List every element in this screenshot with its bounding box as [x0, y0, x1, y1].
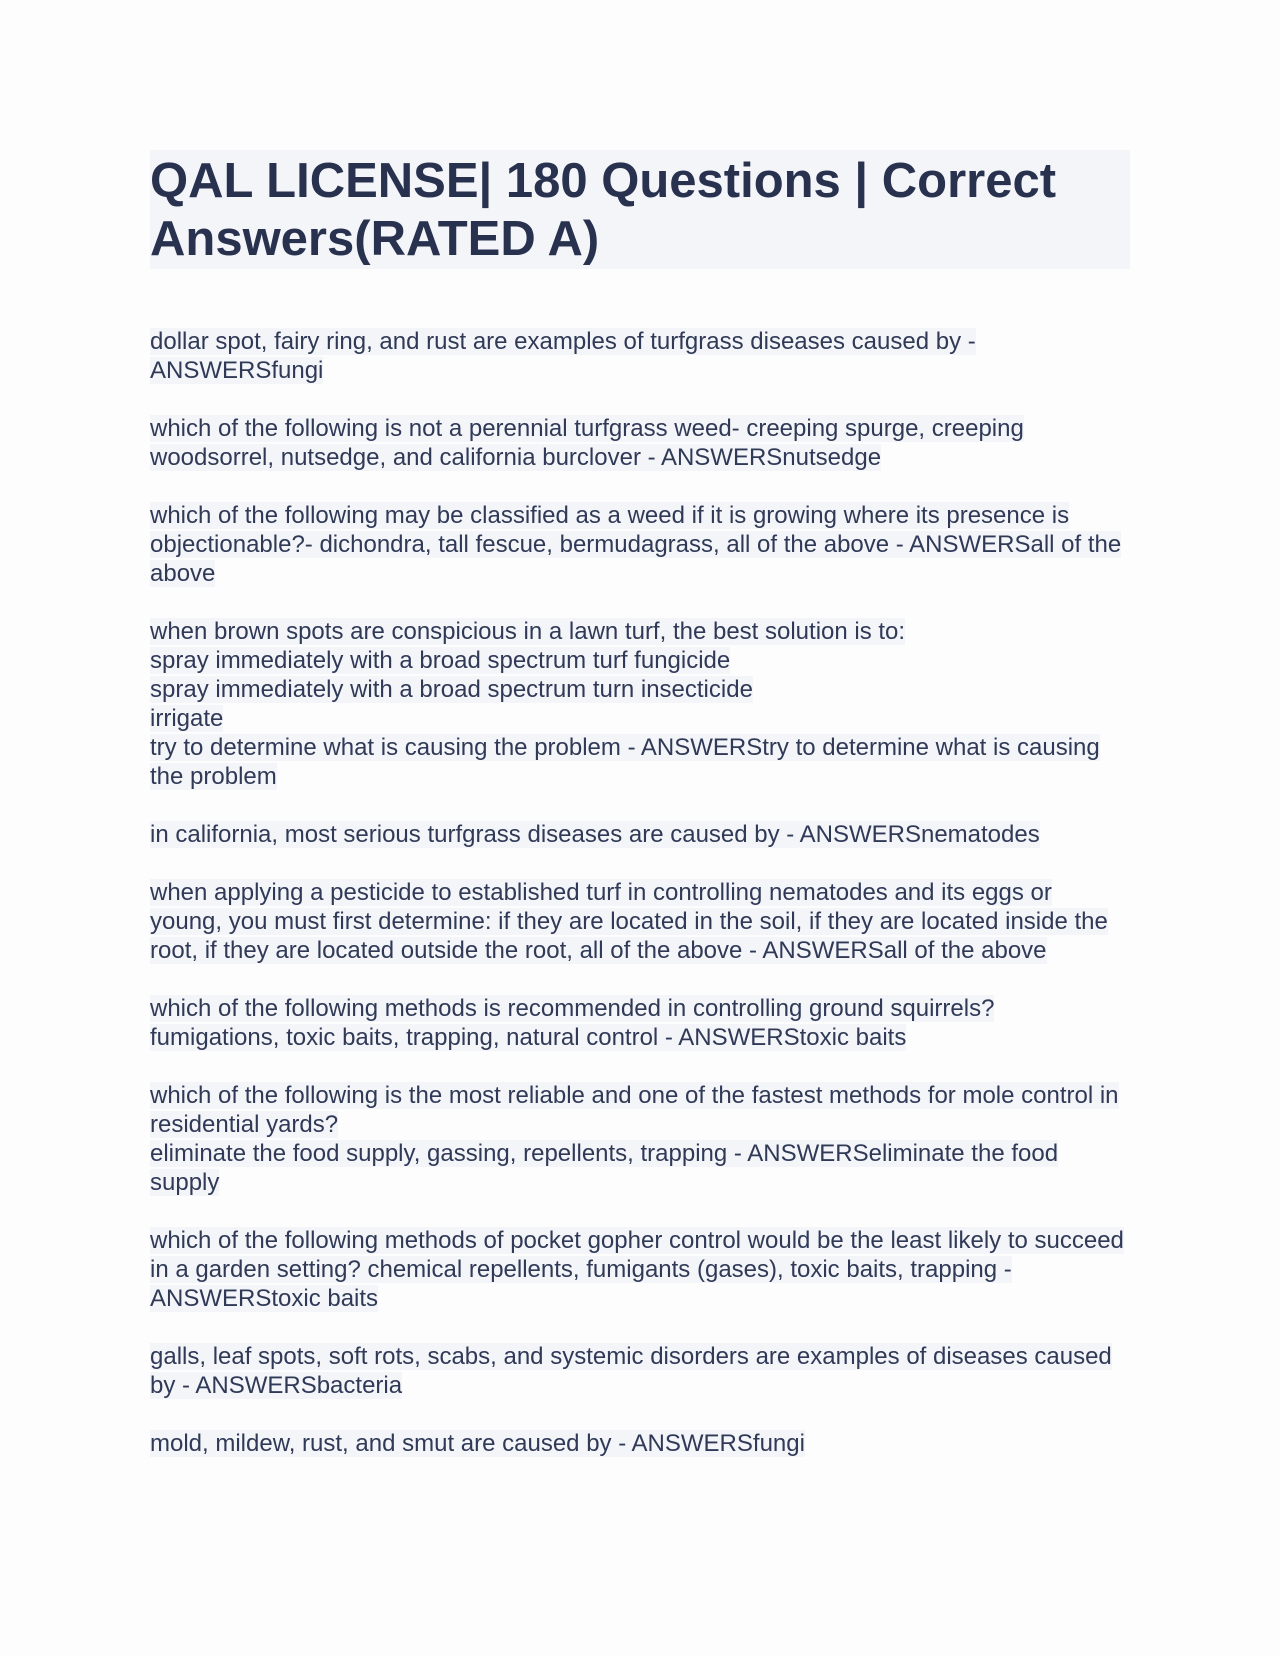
qa-item	[150, 501, 1130, 588]
qa-line-text: eliminate the food supply, gassing, repellents, trapping - ANSWERSeliminate the food supply	[150, 1140, 1059, 1196]
qa-line-text: which of the following is the most reliable and one of the fastest methods for mole control in residential yards?	[150, 1082, 1119, 1138]
qa-list	[150, 327, 1130, 1458]
qa-line	[150, 1081, 1130, 1139]
qa-line	[150, 1139, 1130, 1197]
qa-item	[150, 617, 1130, 791]
qa-line	[150, 704, 1130, 733]
qa-line-text: which of the following may be classified as a weed if it is growing where its presence is objectionable?- dichondra, tall fescue, bermudagrass, all of the above - ANSWERSall of the above	[150, 502, 1122, 587]
qa-line-text: mold, mildew, rust, and smut are caused by - ANSWERSfungi	[150, 1430, 805, 1457]
qa-item	[150, 1081, 1130, 1197]
qa-line	[150, 414, 1130, 472]
qa-line-text: spray immediately with a broad spectrum turn insecticide	[150, 676, 753, 703]
qa-line-text: galls, leaf spots, soft rots, scabs, and systemic disorders are examples of diseases caused by - ANSWERSbacteria	[150, 1343, 1112, 1399]
qa-line	[150, 1226, 1130, 1313]
qa-line-text: which of the following methods of pocket gopher control would be the least likely to succeed in a garden setting? chemical repellents, fumigants (gases), toxic baits, trapping - ANSWERStoxic baits	[150, 1227, 1124, 1312]
qa-item	[150, 1226, 1130, 1313]
qa-line	[150, 994, 1130, 1023]
qa-line	[150, 1429, 1130, 1458]
qa-line	[150, 501, 1130, 588]
qa-line-text: spray immediately with a broad spectrum turf fungicide	[150, 647, 731, 674]
qa-line-text: which of the following is not a perennial turfgrass weed- creeping spurge, creeping woodsorrel, nutsedge, and california burclover - ANSWERSnutsedge	[150, 415, 1024, 471]
document-page	[150, 150, 1130, 1487]
qa-line	[150, 1023, 1130, 1052]
qa-line-text: try to determine what is causing the problem - ANSWERStry to determine what is causing the problem	[150, 734, 1100, 790]
qa-line-text: when brown spots are conspicious in a lawn turf, the best solution is to:	[150, 618, 906, 645]
qa-item	[150, 878, 1130, 965]
qa-item	[150, 414, 1130, 472]
qa-line-text: fumigations, toxic baits, trapping, natural control - ANSWERStoxic baits	[150, 1024, 907, 1051]
qa-line-text: in california, most serious turfgrass diseases are caused by - ANSWERSnematodes	[150, 821, 1040, 848]
qa-line	[150, 733, 1130, 791]
qa-line	[150, 675, 1130, 704]
qa-line	[150, 820, 1130, 849]
qa-line-text: when applying a pesticide to established turf in controlling nematodes and its eggs or young, you must first determine: if they are located in the soil, if they are located inside the root, if they are located outside the root, all of the above - ANSWERSall of the above	[150, 879, 1108, 964]
qa-line	[150, 327, 1130, 385]
qa-line	[150, 1342, 1130, 1400]
document-title: QAL LICENSE| 180 Questions | Correct Answers(RATED A)	[150, 150, 1130, 269]
qa-item	[150, 820, 1130, 849]
qa-line-text: which of the following methods is recommended in controlling ground squirrels?	[150, 995, 995, 1022]
qa-item	[150, 327, 1130, 385]
qa-item	[150, 1429, 1130, 1458]
qa-line	[150, 878, 1130, 965]
qa-line-text: dollar spot, fairy ring, and rust are examples of turfgrass diseases caused by - ANSWERSfungi	[150, 328, 976, 384]
qa-line-text: irrigate	[150, 705, 224, 732]
qa-item	[150, 1342, 1130, 1400]
qa-line	[150, 617, 1130, 646]
qa-item	[150, 994, 1130, 1052]
qa-line	[150, 646, 1130, 675]
